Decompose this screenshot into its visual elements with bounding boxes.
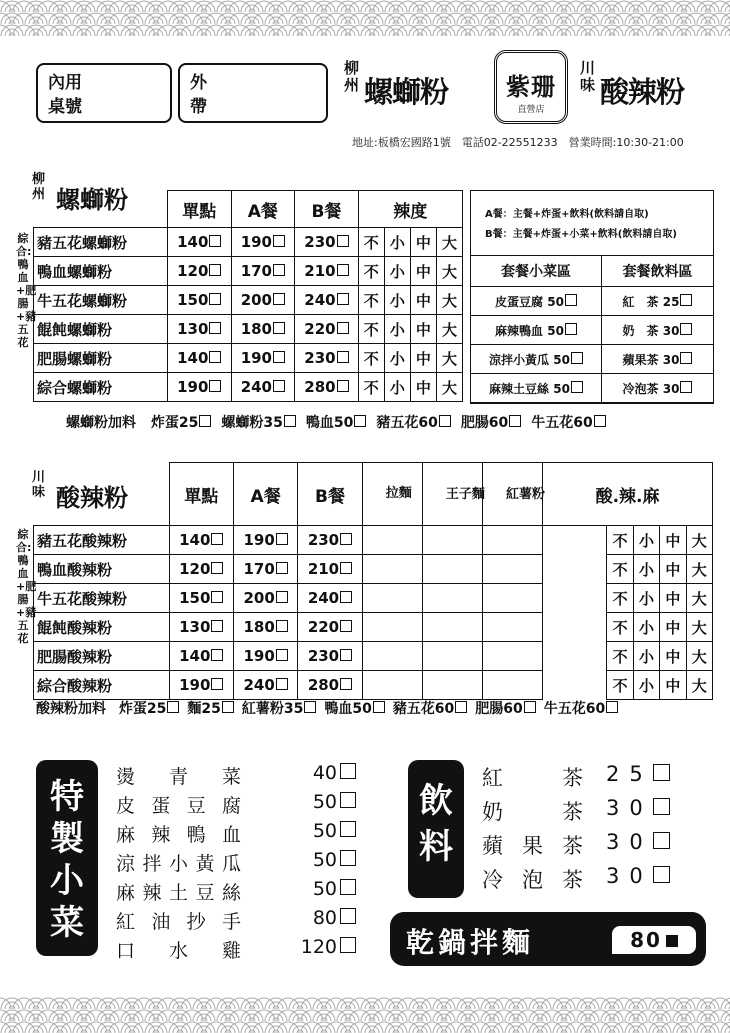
luosi-header-a: A餐 — [231, 191, 295, 228]
luosi-item-name: 綜合螺螄粉 — [34, 373, 168, 402]
drink-name: 冷泡茶 — [482, 868, 584, 892]
suanla-spice-level[interactable]: 大 — [686, 671, 712, 700]
luosi-row — [34, 286, 463, 315]
luosi-price-a[interactable]: 190 — [231, 228, 295, 257]
suanla-price-b[interactable]: 280 — [298, 671, 362, 700]
brand-right-small: 川味 — [580, 59, 596, 94]
suanla-price-a[interactable]: 180 — [233, 613, 297, 642]
suanla-addon-item[interactable]: 紅薯粉35 — [242, 701, 316, 717]
suanla-row — [34, 526, 713, 555]
suanla-price-b[interactable]: 210 — [298, 555, 362, 584]
suanla-noodle-hongshu[interactable] — [482, 555, 542, 584]
suanla-header-noodle2: 王子麵 — [422, 463, 482, 526]
suanla-brand-small: 川味 — [32, 470, 46, 500]
luosi-spice-level[interactable]: 中 — [410, 315, 436, 344]
luosi-spice-level[interactable]: 大 — [436, 228, 462, 257]
suanla-spice-level[interactable]: 小 — [633, 555, 659, 584]
combo-side-item[interactable]: 涼拌小黃瓜 50 — [471, 345, 602, 374]
combo-table — [470, 255, 714, 403]
luosi-spice-level[interactable]: 大 — [436, 373, 462, 402]
luosi-spice-level[interactable]: 不 — [358, 373, 384, 402]
dry-noodle-price: 80 — [612, 926, 696, 954]
combo-info-box — [470, 190, 714, 404]
suanla-addon-item[interactable]: 炸蛋25 — [119, 701, 179, 717]
suanla-brand-big: 酸辣粉 — [56, 483, 128, 512]
combo-drink-item[interactable]: 蘋果茶 30 — [602, 345, 714, 374]
luosi-spice-level[interactable]: 不 — [358, 344, 384, 373]
suanla-spice-level[interactable]: 小 — [633, 671, 659, 700]
drinks-title: 飲料 — [408, 760, 464, 898]
luosi-price-b[interactable]: 240 — [295, 286, 359, 315]
combo-drink-header: 套餐飲料區 — [602, 256, 714, 287]
brand-left-big: 螺螄粉 — [364, 75, 449, 109]
luosi-item-name: 牛五花螺螄粉 — [34, 286, 168, 315]
suanla-spice-level[interactable]: 小 — [633, 613, 659, 642]
takeout-field[interactable] — [178, 63, 328, 123]
suanla-row — [34, 555, 713, 584]
takeout-label-2: 帶 — [190, 97, 207, 117]
suanla-price-a[interactable]: 200 — [233, 584, 297, 613]
suanla-noodle-wangzi[interactable] — [422, 642, 482, 671]
dine-in-label: 內用 — [48, 73, 82, 93]
suanla-side-label: 綜合:鴨血+肥腸+豬五花 — [16, 528, 37, 645]
luosi-price-a[interactable]: 180 — [231, 315, 295, 344]
suanla-menu-table — [33, 462, 713, 700]
combo-drink-item[interactable]: 冷泡茶 30 — [602, 374, 714, 403]
suanla-noodle-wangzi[interactable] — [422, 526, 482, 555]
suanla-noodle-lamian[interactable] — [362, 555, 422, 584]
luosi-row — [34, 344, 463, 373]
luosi-addon-item[interactable]: 炸蛋25 — [151, 415, 211, 431]
suanla-spice-level[interactable]: 小 — [633, 526, 659, 555]
suanla-price-b[interactable]: 220 — [298, 613, 362, 642]
luosi-spice-level[interactable]: 中 — [410, 286, 436, 315]
special-side-name: 皮蛋豆腐 — [116, 795, 242, 817]
luosi-addon-item[interactable]: 螺螄粉35 — [221, 415, 295, 431]
suanla-noodle-hongshu[interactable] — [482, 526, 542, 555]
luosi-addons-label: 螺螄粉加料 — [66, 415, 136, 431]
drink-price[interactable]: 30 — [606, 864, 670, 888]
suanla-spice-level[interactable]: 不 — [607, 642, 633, 671]
luosi-price-a[interactable]: 170 — [231, 257, 295, 286]
suanla-addon-item[interactable]: 豬五花60 — [393, 701, 467, 717]
suanla-spice-level[interactable]: 不 — [607, 584, 633, 613]
suanla-spice-level[interactable]: 大 — [686, 642, 712, 671]
suanla-spice-level[interactable]: 中 — [660, 584, 686, 613]
luosi-price-single[interactable]: 120 — [167, 257, 231, 286]
top-wave-border — [0, 0, 730, 36]
suanla-price-single[interactable]: 130 — [169, 613, 233, 642]
brand-left-small: 柳州 — [344, 59, 360, 94]
suanla-spice-level[interactable]: 中 — [660, 555, 686, 584]
special-side-price[interactable]: 40 — [313, 762, 356, 784]
suanla-spice-level[interactable]: 大 — [686, 526, 712, 555]
luosi-item-name: 豬五花螺螄粉 — [34, 228, 168, 257]
luosi-spice-level[interactable]: 中 — [410, 228, 436, 257]
drink-price[interactable]: 30 — [606, 796, 670, 820]
takeout-label-1: 外 — [190, 73, 207, 93]
suanla-price-a[interactable]: 240 — [233, 671, 297, 700]
suanla-spice-level[interactable]: 中 — [660, 613, 686, 642]
suanla-spice-level[interactable]: 不 — [607, 555, 633, 584]
suanla-header-spice: 酸.辣.麻 — [543, 463, 713, 526]
drink-name: 奶 茶 — [482, 800, 584, 824]
combo-side-item[interactable]: 麻辣土豆絲 50 — [471, 374, 602, 403]
suanla-noodle-hongshu[interactable] — [482, 613, 542, 642]
luosi-spice-level[interactable]: 大 — [436, 344, 462, 373]
suanla-noodle-lamian[interactable] — [362, 671, 422, 700]
store-info: 地址:板橋宏國路1號 電話02-22551233 營業時間:10:30-21:00 — [352, 136, 684, 149]
suanla-header-noodle3: 紅薯粉 — [482, 463, 542, 526]
luosi-brand-small: 柳州 — [32, 172, 46, 202]
table-number-label: 桌號 — [48, 97, 82, 117]
suanla-noodle-lamian[interactable] — [362, 642, 422, 671]
luosi-price-b[interactable]: 230 — [295, 344, 359, 373]
suanla-price-single[interactable]: 190 — [169, 671, 233, 700]
suanla-price-single[interactable]: 150 — [169, 584, 233, 613]
luosi-price-single[interactable]: 140 — [167, 228, 231, 257]
suanla-addons — [36, 698, 618, 718]
luosi-addon-item[interactable]: 肥腸60 — [461, 415, 521, 431]
luosi-spice-level[interactable]: 不 — [358, 315, 384, 344]
suanla-noodle-hongshu[interactable] — [482, 642, 542, 671]
suanla-addon-item[interactable]: 麵25 — [187, 701, 233, 717]
combo-side-item[interactable]: 麻辣鴨血 50 — [471, 316, 602, 345]
luosi-spice-level[interactable]: 小 — [384, 286, 410, 315]
suanla-header-b: B餐 — [298, 463, 362, 526]
suanla-price-b[interactable]: 230 — [298, 526, 362, 555]
luosi-spice-level[interactable]: 中 — [410, 373, 436, 402]
suanla-spice-level[interactable]: 不 — [607, 613, 633, 642]
luosi-price-a[interactable]: 200 — [231, 286, 295, 315]
special-side-name: 紅油抄手 — [116, 911, 242, 933]
suanla-noodle-wangzi[interactable] — [422, 555, 482, 584]
suanla-addon-item[interactable]: 牛五花60 — [544, 701, 618, 717]
luosi-price-b[interactable]: 220 — [295, 315, 359, 344]
luosi-rows — [34, 228, 463, 402]
luosi-header-b: B餐 — [295, 191, 359, 228]
suanla-price-single[interactable]: 120 — [169, 555, 233, 584]
combo-drink-item[interactable]: 奶 茶 30 — [602, 316, 714, 345]
luosi-spice-level[interactable]: 大 — [436, 257, 462, 286]
luosi-side-label: 綜合:鴨血+肥腸+豬五花 — [16, 232, 37, 349]
luosi-price-a[interactable]: 190 — [231, 344, 295, 373]
luosi-spice-level[interactable]: 小 — [384, 373, 410, 402]
special-side-price[interactable]: 50 — [313, 820, 356, 842]
suanla-header-noodle1: 拉麵 — [362, 463, 422, 526]
luosi-price-b[interactable]: 280 — [295, 373, 359, 402]
luosi-spice-level[interactable]: 大 — [436, 315, 462, 344]
store-logo — [494, 50, 568, 124]
luosi-spice-level[interactable]: 小 — [384, 228, 410, 257]
special-side-name: 涼拌小黃瓜 — [116, 853, 242, 875]
combo-a-desc: A餐：主餐+炸蛋+飲料(飲料請自取) — [485, 209, 649, 220]
luosi-spice-level[interactable]: 中 — [410, 257, 436, 286]
special-side-name: 燙青菜 — [116, 766, 242, 788]
suanla-spice-level[interactable]: 不 — [607, 526, 633, 555]
suanla-noodle-hongshu[interactable] — [482, 671, 542, 700]
luosi-addon-item[interactable]: 牛五花60 — [531, 415, 605, 431]
special-sides-title: 特製小菜 — [36, 760, 98, 956]
luosi-spice-level[interactable]: 小 — [384, 315, 410, 344]
luosi-item-name: 餛飩螺螄粉 — [34, 315, 168, 344]
suanla-spice-level[interactable]: 小 — [633, 584, 659, 613]
suanla-noodle-wangzi[interactable] — [422, 671, 482, 700]
store-logo-name: 紫珊 — [506, 72, 556, 101]
special-side-price[interactable]: 50 — [313, 791, 356, 813]
suanla-spice-level[interactable]: 大 — [686, 613, 712, 642]
luosi-spice-level[interactable]: 中 — [410, 344, 436, 373]
drink-price[interactable]: 30 — [606, 830, 670, 854]
special-side-price[interactable]: 80 — [313, 907, 356, 929]
luosi-price-single[interactable]: 130 — [167, 315, 231, 344]
suanla-price-single[interactable]: 140 — [169, 642, 233, 671]
suanla-addon-item[interactable]: 鴨血50 — [324, 701, 384, 717]
suanla-item-name: 豬五花酸辣粉 — [34, 526, 170, 555]
suanla-spice-level[interactable]: 大 — [686, 555, 712, 584]
dry-noodle-name: 乾鍋拌麵 — [406, 926, 535, 959]
suanla-price-a[interactable]: 170 — [233, 555, 297, 584]
luosi-spice-level[interactable]: 大 — [436, 286, 462, 315]
suanla-item-name: 餛飩酸辣粉 — [34, 613, 170, 642]
special-side-price[interactable]: 50 — [313, 849, 356, 871]
luosi-addon-item[interactable]: 鴨血50 — [306, 415, 366, 431]
luosi-addon-item[interactable]: 豬五花60 — [376, 415, 450, 431]
suanla-noodle-wangzi[interactable] — [422, 584, 482, 613]
luosi-spice-level[interactable]: 不 — [358, 228, 384, 257]
luosi-spice-level[interactable]: 不 — [358, 286, 384, 315]
special-side-price[interactable]: 50 — [313, 878, 356, 900]
suanla-item-name: 牛五花酸辣粉 — [34, 584, 170, 613]
suanla-addons-label: 酸辣粉加料 — [36, 701, 106, 717]
luosi-spice-level[interactable]: 小 — [384, 257, 410, 286]
suanla-price-b[interactable]: 240 — [298, 584, 362, 613]
dry-noodle-banner[interactable] — [390, 912, 706, 966]
suanla-spice-level[interactable]: 中 — [660, 671, 686, 700]
drink-price[interactable]: 25 — [606, 762, 670, 786]
luosi-row — [34, 257, 463, 286]
suanla-noodle-lamian[interactable] — [362, 584, 422, 613]
luosi-spice-level[interactable]: 小 — [384, 344, 410, 373]
luosi-brand-big: 螺螄粉 — [56, 185, 128, 214]
drink-name: 紅 茶 — [482, 766, 584, 790]
brand-right-big: 酸辣粉 — [600, 75, 685, 109]
suanla-item-name: 鴨血酸辣粉 — [34, 555, 170, 584]
special-side-name: 麻辣鴨血 — [116, 824, 242, 846]
suanla-spice-level[interactable]: 中 — [660, 642, 686, 671]
suanla-row — [34, 642, 713, 671]
luosi-price-single[interactable]: 150 — [167, 286, 231, 315]
suanla-price-a[interactable]: 190 — [233, 642, 297, 671]
suanla-addon-item[interactable]: 肥腸60 — [475, 701, 535, 717]
luosi-header-single: 單點 — [167, 191, 231, 228]
suanla-row — [34, 584, 713, 613]
suanla-item-name: 肥腸酸辣粉 — [34, 642, 170, 671]
combo-side-header: 套餐小菜區 — [471, 256, 602, 287]
drink-name: 蘋果茶 — [482, 834, 584, 858]
suanla-row — [34, 671, 713, 700]
suanla-spice-level[interactable]: 小 — [633, 642, 659, 671]
luosi-item-name: 鴨血螺螄粉 — [34, 257, 168, 286]
suanla-header-single: 單點 — [169, 463, 233, 526]
luosi-addons — [66, 412, 606, 432]
suanla-noodle-lamian[interactable] — [362, 526, 422, 555]
special-side-name: 麻辣土豆絲 — [116, 882, 242, 904]
suanla-spice-level[interactable]: 中 — [660, 526, 686, 555]
suanla-item-name: 綜合酸辣粉 — [34, 671, 170, 700]
luosi-item-name: 肥腸螺螄粉 — [34, 344, 168, 373]
suanla-spice-level[interactable]: 不 — [607, 671, 633, 700]
suanla-price-b[interactable]: 230 — [298, 642, 362, 671]
suanla-row — [34, 613, 713, 642]
luosi-price-single[interactable]: 140 — [167, 344, 231, 373]
luosi-spice-level[interactable]: 不 — [358, 257, 384, 286]
luosi-price-b[interactable]: 230 — [295, 228, 359, 257]
luosi-row — [34, 373, 463, 402]
luosi-menu-table — [33, 190, 463, 402]
suanla-noodle-hongshu[interactable] — [482, 584, 542, 613]
luosi-price-b[interactable]: 210 — [295, 257, 359, 286]
suanla-spice-level[interactable]: 大 — [686, 584, 712, 613]
luosi-row — [34, 228, 463, 257]
suanla-price-a[interactable]: 190 — [233, 526, 297, 555]
suanla-noodle-wangzi[interactable] — [422, 613, 482, 642]
suanla-price-single[interactable]: 140 — [169, 526, 233, 555]
special-side-name: 口水雞 — [116, 940, 242, 962]
luosi-row — [34, 315, 463, 344]
special-side-price[interactable]: 120 — [301, 936, 356, 958]
bottom-wave-border — [0, 997, 730, 1033]
luosi-header-spice: 辣度 — [358, 191, 462, 228]
combo-side-item[interactable]: 皮蛋豆腐 50 — [471, 287, 602, 316]
suanla-noodle-lamian[interactable] — [362, 613, 422, 642]
store-logo-sub: 直營店 — [517, 105, 545, 115]
luosi-price-a[interactable]: 240 — [231, 373, 295, 402]
suanla-header-a: A餐 — [233, 463, 297, 526]
dine-in-field[interactable] — [36, 63, 172, 123]
luosi-price-single[interactable]: 190 — [167, 373, 231, 402]
combo-b-desc: B餐：主餐+炸蛋+小菜+飲料(飲料請自取) — [485, 229, 677, 240]
combo-drink-item[interactable]: 紅 茶 25 — [602, 287, 714, 316]
